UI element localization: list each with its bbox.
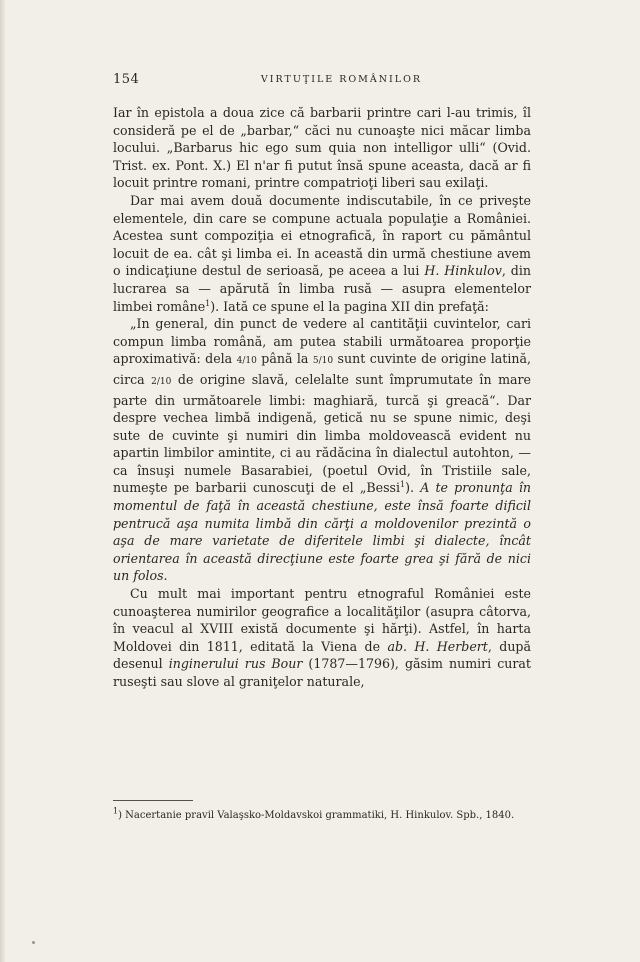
fraction-two-tenths: 2/10 — [151, 376, 172, 387]
paragraph-3-text-e: ). — [405, 480, 421, 496]
italic-quote: A te pronunţa în momentul de faţă în această chestiune, este însă foarte dificil pentrucă aşa numita limbă din cărţi a moldovenilor prezintă o aşa de mare varietate de diferitele limbi şi dialecte, încât orientarea în această direcţiune este foarte grea şi fără de nici un folos. — [113, 480, 532, 584]
fraction-five-tenths: 5/10 — [312, 356, 334, 367]
footnote-text: ) Nacertanie pravil Valaşsko-Moldavskoi grammatiki, H. Hinkulov. Spb., 1840. — [118, 810, 515, 821]
engineer-bour: inginerului rus Bour — [168, 656, 303, 672]
paragraph-2-mid: , din lucrarea sa — apărută în limba rusă — asupra elementelor limbei române — [113, 263, 531, 314]
running-head: VIRTUŢILE ROMÂNILOR — [260, 74, 423, 85]
page-header — [113, 72, 540, 88]
page-number: 154 — [113, 72, 140, 87]
paragraph-4-text-c: (1787—1796), găsim numiri curat ruseşti sau slove al graniţelor naturale, — [113, 656, 531, 689]
footnote-reference: 1 — [205, 298, 211, 308]
author-name: H. Hinkulov — [424, 263, 502, 279]
main-text — [113, 104, 531, 691]
footnote — [113, 808, 531, 823]
fraction-four-tenths: 4/10 — [236, 356, 257, 367]
paragraph-3-text-d: de origine slavă, celelalte sunt împrumutate în mare parte din următoarele limbi: maghiară, turcă şi greacă“. Dar despre vechea limbă indigenă, getică nu se spune nimic, deşi sute de cuvinte şi numiri din limba moldovească evident nu apartin limbilor amintite, ci au rădăcina în dialectul autohton, — ca însuşi numele Basarabiei, (poetul Ovid, în Tristiile sale, numeşte pe barbarii cunoscuţi de el „Bessi — [113, 371, 531, 496]
paragraph-2-text: Dar mai avem două documente indiscutabile, în ce priveşte elementele, din care se compune actuala populaţie a României. Acestea sunt compoziţia ei etnografică, în raport cu pământul locuit de ea. cât şi limba ei. In această din urmă chestiune avem o indicaţiune destul de serioasă, pe aceea a lui — [113, 192, 531, 279]
ab-herbert: ab. H. Herbert — [387, 638, 488, 654]
paragraph-3-text-b: până la — [256, 351, 313, 367]
paragraph-4 — [113, 585, 531, 691]
paragraph-3 — [113, 315, 531, 585]
paragraph-4-text-b: , după desenul — [113, 638, 531, 672]
paragraph-1: Iar în epistola a doua zice că barbarii printre cari l-au trimis, îl consideră pe el de „barbar,“ căci nu cunoaşte nici măcar limba locului. „Barbarus hic ego sum quia non intelligor ulli“ (Ovid. Trist. ex. Pont. X.) El n'ar fi putut însă spune aceasta, dacă ar fi locuit printre romani, printre compatrioţi liberi sau exilaţi. — [113, 105, 531, 191]
page-edge — [0, 0, 6, 962]
footnote-reference-2: 1 — [400, 480, 406, 490]
paragraph-2-end: ). Iată ce spune el la pagina XII din prefaţă: — [210, 298, 489, 314]
page-speck — [32, 941, 35, 944]
paragraph-4-text: Cu mult mai important pentru etnograful României este cunoaşterea numirilor geografice a localităţilor (asupra câtorva, în veacul al XVIII există documente şi hărţi). Astfel, în harta Moldovei din 1811, editată la Viena de — [113, 586, 531, 654]
paragraph-3-text: „In general, din punct de vedere al cantităţii cuvintelor, cari compun limba română, am putea stabili următoarea proporţie aproximativă: dela — [113, 316, 531, 367]
footnote-rule — [113, 800, 193, 801]
paragraph-3-text-c: sunt cuvinte de origine latină, circa — [113, 351, 531, 387]
paragraph-2 — [113, 192, 531, 315]
footnote-marker: 1 — [113, 806, 119, 816]
